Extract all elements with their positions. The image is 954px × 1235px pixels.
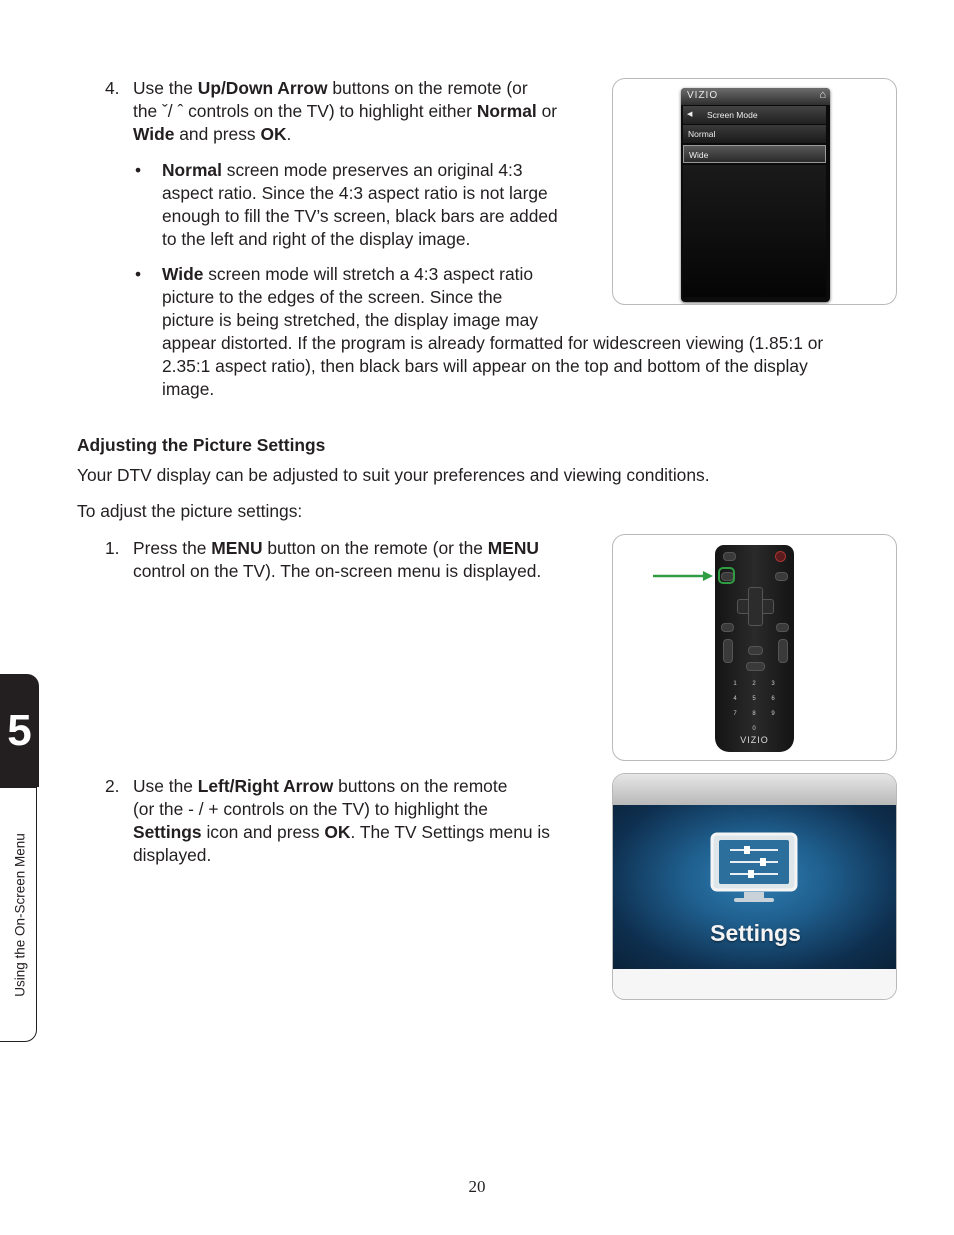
vizio-logo: VIZIO [687, 90, 719, 101]
back-arrow-icon: ◀ [687, 111, 693, 118]
bullet-normal: Normal screen mode preserves an original 4:3 aspect ratio. Since the 4:3 aspect ratio is not large enough to fill the TV’s screen, black bars are added to the left and right of the display image. [162, 160, 558, 249]
volume-rocker-icon [723, 639, 733, 663]
bullet-wide: Wide screen mode will stretch a 4:3 aspect ratio picture to the edges of the screen. Since the picture is being stretched, the display image may appear distorted. If the program is already formatted for widescreen viewing (1.85:1 or 2.35:1 aspect ratio), then black bars will appear on the top and bottom of the display image. [162, 264, 824, 399]
pointer-arrow-icon [653, 569, 715, 583]
page-number: 20 [468, 1177, 486, 1196]
step-number: 1. [105, 538, 120, 558]
remote-control: 1 2 3 4 5 6 7 8 9 0 VIZIO [715, 545, 794, 752]
section-lead: To adjust the picture settings: [77, 501, 303, 521]
section-intro: Your DTV display can be adjusted to suit your preferences and viewing conditions. [77, 465, 710, 485]
monitor-sliders-icon [708, 830, 800, 910]
step-4-text: Use the Up/Down Arrow buttons on the remote (or the ˇ/ ˆ controls on the TV) to highlight either Normal or Wide and press OK. [133, 78, 558, 144]
menu-item-wide: Wide [683, 145, 826, 163]
home-icon: ⌂ [819, 89, 826, 101]
power-button-icon [775, 551, 786, 562]
bullet-icon: • [135, 264, 142, 284]
remote-image [612, 534, 897, 761]
menu-title: ◀ Screen Mode [683, 106, 826, 124]
step-1-text: Press the MENU button on the remote (or the MENU control on the TV). The on-screen menu is displayed. [133, 538, 542, 581]
chapter-number: 5 [7, 705, 32, 755]
tv-menu-screen [681, 88, 830, 302]
menu-item-normal: Normal [683, 125, 826, 143]
bullet-icon: • [135, 160, 142, 180]
chapter-label: Using the On-Screen Menu [12, 833, 28, 997]
channel-rocker-icon [778, 639, 788, 663]
section-heading: Adjusting the Picture Settings [77, 435, 326, 455]
step-2-text: Use the Left/Right Arrow buttons on the remote (or the - / + controls on the TV) to highlight the Settings icon and press OK. The TV Settings menu is displayed. [133, 776, 550, 865]
settings-label: Settings [710, 920, 801, 946]
step-number: 4. [105, 78, 120, 98]
menu-highlight [718, 567, 735, 584]
screen-mode-image [612, 78, 897, 305]
vizio-logo: VIZIO [740, 735, 769, 745]
step-number: 2. [105, 776, 120, 796]
settings-image [612, 773, 897, 1000]
